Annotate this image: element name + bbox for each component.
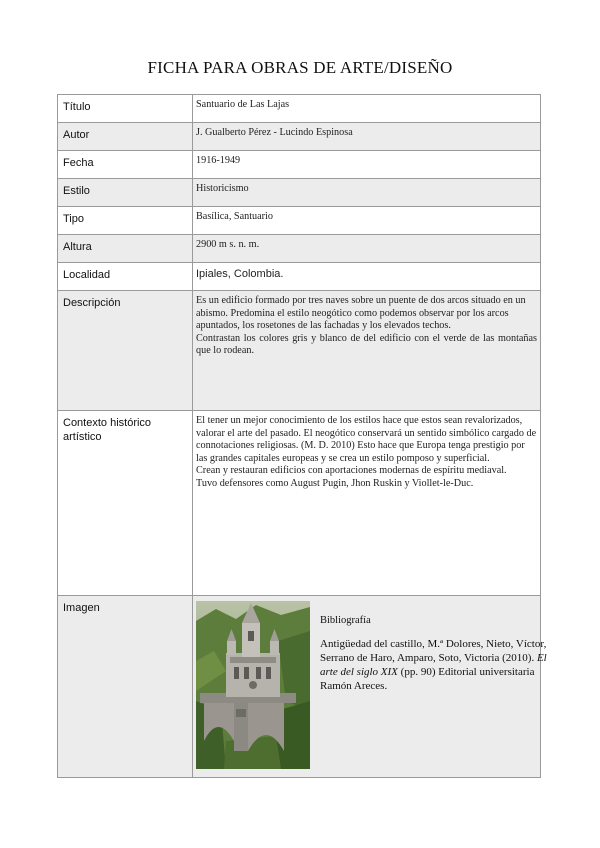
field-label-altura: Altura [58,235,193,263]
image-cell-content [193,596,547,772]
field-label-fecha: Fecha [58,151,193,179]
field-value-autor: J. Gualberto Pérez - Lucindo Espinosa [193,123,541,151]
bibliography-book-title: El arte del siglo XIX [320,652,547,678]
field-value-tipo: Basílica, Santuario [193,207,541,235]
field-label-titulo: Título [58,95,193,123]
table-row [58,207,541,235]
bibliography-entry [320,637,550,693]
table-row [58,291,541,411]
bibliography-publisher: (pp. 90) Editorial universitaria Ramón Areces. [320,666,535,692]
bibliography-authors: Antigüedad del castillo, M.ª Dolores, Nieto, Víctor, Serrano de Haro, Amparo, Soto, Victoria (2010). [320,638,547,664]
field-value-localidad: Ipiales, Colombia. [193,263,541,291]
table-row [58,235,541,263]
table-row [58,263,541,291]
field-value-descripcion [193,291,541,411]
field-label-tipo: Tipo [58,207,193,235]
bibliography [320,614,550,693]
field-label-autor: Autor [58,123,193,151]
field-value-contexto [193,411,541,596]
field-label-localidad: Localidad [58,263,193,291]
table-row [58,411,541,596]
bibliography-heading: Bibliografía [320,615,371,626]
table-row [58,179,541,207]
field-value-estilo: Historicismo [193,179,541,207]
contexto-paragraph: Crean y restauran edificios con aportaciones modernas de espíritu mediaval. [196,465,507,476]
field-label-descripcion: Descripción [58,291,193,411]
contexto-paragraph: El tener un mejor conocimiento de los estilos hace que estos sean revalorizados, valorar el arte del pasado. El neogótico conservará un sentido simbólico cargado de connotaciones religiosas. (M. D. 2010) Esto hace que Europa tenga prestigio por las grandes capitales europeas y se crea un estilo pomposo y superficial. [196,415,537,464]
field-value-imagen [193,596,547,778]
field-value-fecha: 1916-1949 [193,151,541,179]
table-row [58,151,541,179]
field-label-contexto: Contexto histórico artístico [58,411,193,596]
descripcion-paragraph: Es un edificio formado por tres naves sobre un puente de dos arcos situado en un abismo. Predomina el estilo neogótico como podemos observar por los arcos apuntados, los rosetones de las fachadas y los elevados techos. [196,295,526,331]
table-row [58,596,541,778]
field-label-estilo: Estilo [58,179,193,207]
field-value-altura: 2900 m s. n. m. [193,235,541,263]
artwork-form-table [57,94,547,778]
field-value-titulo: Santuario de Las Lajas [193,95,541,123]
sanctuary-photo [196,601,310,769]
contexto-paragraph: Tuvo defensores como August Pugin, Jhon Ruskin y Viollet-le-Duc. [196,477,474,489]
field-label-imagen: Imagen [58,596,193,778]
table-row [58,95,541,123]
table-row [58,123,541,151]
descripcion-paragraph: Contrastan los colores gris y blanco de del edificio con el verde de las montañas que lo rodean. [196,332,537,356]
page-title: FICHA PARA OBRAS DE ARTE/DISEÑO [147,58,453,77]
